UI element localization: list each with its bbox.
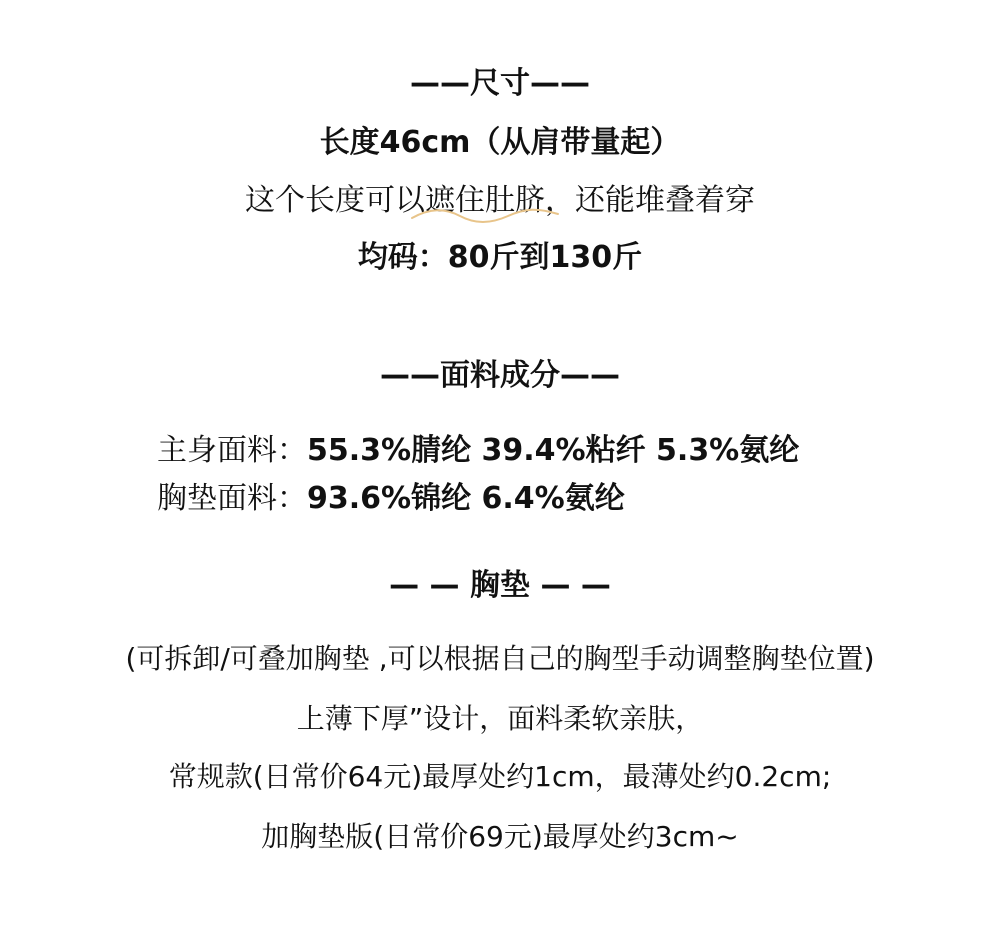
pad-note-1: (可拆卸/可叠加胸垫 ,可以根据自己的胸型手动调整胸垫位置) bbox=[125, 642, 875, 675]
main-fabric-row bbox=[157, 425, 799, 469]
length-text: 长度46cm（从肩带量起） bbox=[319, 125, 681, 160]
main-fabric-label: 主身面料： bbox=[157, 433, 307, 468]
pad-heading: — — 胸垫 — — bbox=[389, 568, 611, 603]
pad-note-2: 上薄下厚”设计，面料柔软亲肤， bbox=[296, 702, 704, 735]
pad-note-3: 常规款(日常价64元)最厚处约1cm，最薄处约0.2cm; bbox=[168, 760, 832, 793]
pad-fabric-label: 胸垫面料： bbox=[157, 481, 307, 516]
pad-fabric-row bbox=[157, 473, 625, 517]
size-heading: ——尺寸—— bbox=[410, 66, 590, 101]
squiggle-underline-decoration bbox=[410, 204, 560, 226]
fabric-heading: ——面料成分—— bbox=[380, 358, 620, 393]
fit-range-text: 均码：80斤到130斤 bbox=[357, 240, 643, 275]
length-note: 这个长度可以遮住肚脐，还能堆叠着穿 bbox=[245, 183, 755, 218]
pad-note-4: 加胸垫版(日常价69元)最厚处约3cm~ bbox=[261, 820, 739, 853]
pad-fabric-value: 93.6%锦纶 6.4%氨纶 bbox=[307, 481, 625, 516]
main-fabric-value: 55.3%腈纶 39.4%粘纤 5.3%氨纶 bbox=[307, 433, 800, 468]
